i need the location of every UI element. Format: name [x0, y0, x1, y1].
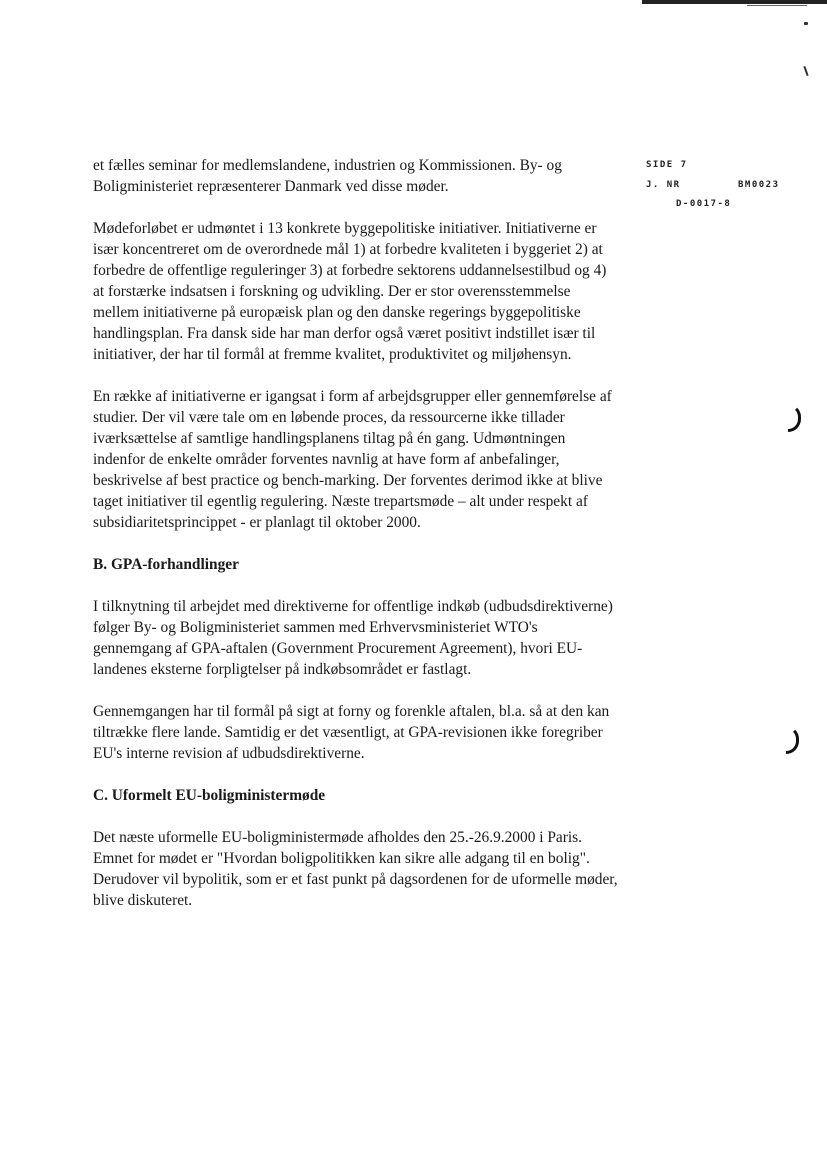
scan-edge-line-thin [747, 5, 807, 6]
paragraph-seminar: et fælles seminar for medlemslandene, industrien og Kommissionen. By- og Boligministeriet repræsenterer Danmark ved disse møder. [93, 157, 562, 195]
binder-hole-mark-upper [788, 404, 801, 432]
section-heading-gpa: B. GPA-forhandlinger [93, 556, 239, 573]
scan-edge-line [642, 0, 827, 4]
paragraph-gpa-tie-in: I tilknytning til arbejdet med direktiverne for offentlige indkøb (udbudsdirektiverne) følger By- og Boligministeriet sammen med Erhvervsministeriet WTO's gennemgang af GPA-aftalen (Government Procurement Agreement), hvori EU-landenes eksterne forpligtelser på indkøbsområdet er fastlagt. [93, 598, 613, 678]
paragraph-working-groups: En række af initiativerne er igangsat i form af arbejdsgrupper eller gennemførelse af studier. Der vil være tale om en løbende proces, da ressourcerne ikke tillader iværksættelse af samtlige handlingsplanens tiltag på én gang. Udmøntningen indenfor de enkelte områder forventes navnlig at have form af anbefalinger, beskrivelse af best practice og bench-marking. Der forventes derimod ikke at blive taget initiativer til egentlig regulering. Næste trepartsmøde – alt under respekt af subsidiaritetsprincippet - er planlagt til oktober 2000. [93, 388, 612, 531]
page-number-label: SIDE 7 [646, 160, 688, 170]
paragraph-paris-meeting: Det næste uformelle EU-boligministermøde afholdes den 25.-26.9.2000 i Paris. Emnet for mødet er "Hvordan boligpolitikken kan sikre alle adgang til en bolig". Derudover vil bypolitik, som er et fast punkt på dagsordenen for de uformelle møder, blive diskuteret. [93, 829, 618, 909]
paragraph-initiatives: Mødeforløbet er udmøntet i 13 konkrete byggepolitiske initiativer. Initiativerne er især koncentreret om de overordnede mål 1) at forbedre kvaliteten i byggeriet 2) at forbedre de offentlige reguleringer 3) at forbedre sektorens uddannelsestilbud og 4) at forstærke indsatsen i forskning og udvikling. Der er stor overensstemmelse mellem initiativerne på europæisk plan og den danske regerings byggepolitiske handlingsplan. Fra dansk side har man derfor også været positivt indstillet især til initiativer, der har til formål at fremme kvalitet, produktivitet og miljøhensyn. [93, 220, 607, 363]
journal-number-label: J. NR [646, 180, 681, 190]
binder-hole-mark-lower [786, 726, 799, 754]
document-reference: D-0017-8 [676, 199, 732, 209]
section-heading-housing-meeting: C. Uformelt EU-boligministermøde [93, 787, 326, 804]
journal-code: BM0023 [738, 180, 780, 190]
scan-mark [803, 66, 808, 76]
scan-speck [804, 22, 808, 25]
body-text [93, 155, 618, 911]
paragraph-gpa-purpose: Gennemgangen har til formål på sigt at forny og forenkle aftalen, bl.a. så at den kan tiltrække flere lande. Samtidig er det væsentligt, at GPA-revisionen ikke foregriber EU's interne revision af udbudsdirektiverne. [93, 703, 610, 762]
